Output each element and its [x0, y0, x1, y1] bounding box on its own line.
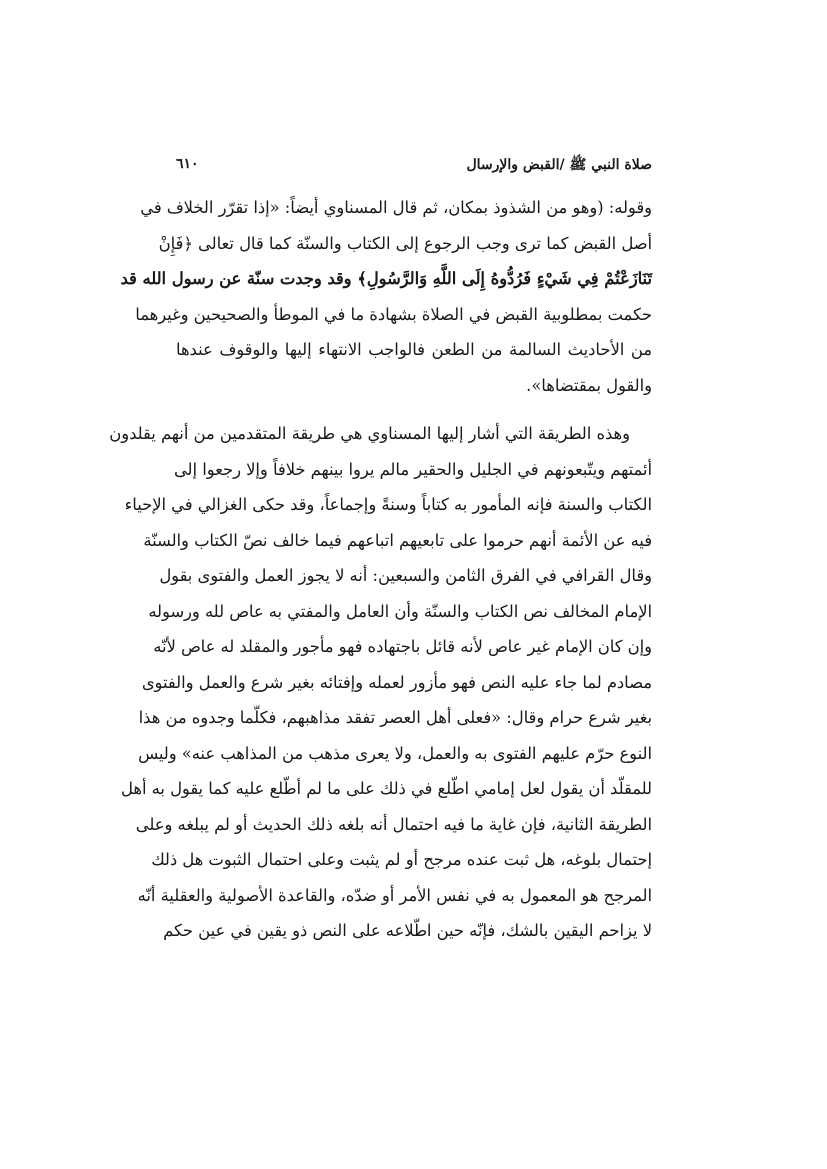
text-line: من الأحاديث السالمة من الطعن فالواجب الانتهاء إليها والوقوف عندها [176, 340, 652, 359]
text-line: أصل القبض كما ترى وجب الرجوع إلى الكتاب والسنّة كما قال تعالى ﴿فَإِنْ [158, 233, 652, 253]
text-line: للمقلّد أن يقول لعل إمامي اطّلع في ذلك على ما لم أطّلع عليه كما يقول به أهل [121, 779, 652, 798]
running-title: صلاة النبي ﷺ /القبض والإرسال [466, 157, 652, 173]
text-line: وهذه الطريقة التي أشار إليها المسناوي هي طريقة المتقدمين من أنهم يقلدون [109, 424, 630, 443]
text-line: فيه عن الأئمة أنهم حرموا على تابعيهم اتباعهم فيما خالف نصّ الكتاب والسنّة [143, 530, 652, 550]
text-line: مصادم لما جاء عليه النص فهو مأزور لعمله وإفتائه بغير شرع والعمل والفتوى [141, 672, 652, 692]
body-text [109, 190, 652, 949]
text-line: حكمت بمطلوبية القبض في الصلاة بشهادة ما في الموطأ والصحيحين وغيرهما [135, 304, 652, 324]
page-number: ٦١٠ [176, 156, 199, 172]
paragraph-1 [120, 190, 652, 403]
text-line: الطريقة الثانية، فإن غاية ما فيه احتمال أنه بلغه ذلك الحديث أو لم يبلغه وعلى [135, 814, 652, 834]
text-line-quran-verse: تَنَازَعْتُمْ فِي شَيْءٍ فَرُدُّوهُ إِلَى اللَّهِ وَالرَّسُولِ﴾ وقد وجدت سنّة عن رسول الله قد [120, 269, 652, 288]
text-line: بغير شرع حرام وقال: «فعلى أهل العصر تفقد مذاهبهم، فكلّما وجدوه من هذا [138, 708, 652, 727]
text-line: والقول بمقتضاها». [526, 375, 652, 395]
text-line: الكتاب والسنة فإنه المأمور به كتاباً وسنةً وإجماعاً، وقد حكى الغزالي في الإحياء [124, 495, 652, 514]
text-line: وقال القرافي في الفرق الثامن والسبعين: أنه لا يجوز العمل والفتوى بقول [159, 566, 652, 585]
text-line: وقوله: (وهو من الشذوذ بمكان، ثم قال المسناوي أيضاً: «إذا تقرّر الخلاف في [140, 198, 652, 217]
text-line: وإن كان الإمام غير عاص لأنه قائل باجتهاده فهو مأجور والمقلد له عاص لأنّه [153, 637, 652, 656]
text-line: النوع حرّم عليهم الفتوى به والعمل، ولا يعرى مذهب من المذاهب عنه» وليس [138, 743, 652, 763]
page-header [176, 156, 652, 180]
paragraph-2 [109, 416, 652, 949]
text-line: المرجح هو المعمول به في نفس الأمر أو ضدّه، والقاعدة الأصولية والعقلية أنّه [137, 885, 652, 905]
text-line: لا يزاحم اليقين بالشك، فإنّه حين اطّلاعه على النص ذو يقين في عين حكم [163, 921, 652, 940]
text-line: إحتمال بلوغه، هل ثبت عنده مرجح أو لم يثبت وعلى احتمال الثبوت هل ذلك [151, 850, 652, 869]
text-line: الإمام المخالف نص الكتاب والسنّة وأن العامل والمفتي به عاص لله ورسوله [148, 601, 652, 621]
text-line: أئمتهم ويتّبعونهم في الجليل والحقير مالم يروا بينهم خلافاً وإلا رجعوا إلى [173, 459, 652, 479]
